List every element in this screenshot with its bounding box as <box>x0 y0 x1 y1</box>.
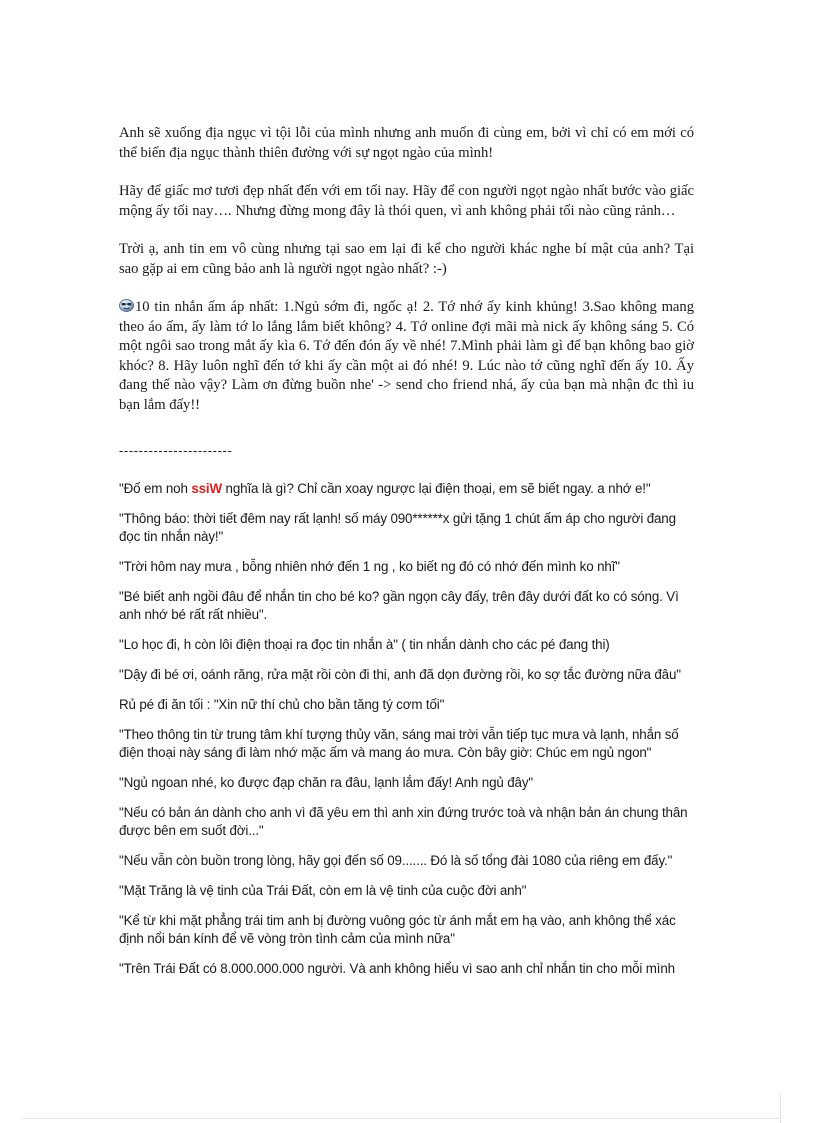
paragraph-2: Hãy để giấc mơ tươi đẹp nhất đến với em tối nay. Hãy để con người ngọt ngào nhất bước vào giấc mộng ấy tối nay…. Nhưng đừng mong đây là thói quen, vì anh không phải tối nào cũng rảnh… <box>119 183 694 219</box>
quote-item: "Bé biết anh ngồi đâu để nhắn tin cho bé ko? gần ngọn cây đấy, trên đây dưới đất ko có sóng. Vì anh nhớ bé rất rất nhiều". <box>119 589 679 622</box>
paragraph-4-text: 10 tin nhắn ấm áp nhất: 1.Ngủ sớm đi, ngốc ạ! 2. Tớ nhớ ấy kinh khủng! 3.Sao không mang theo áo ấm, ấy làm tớ lo lắng lắm biết không? 4. Tớ online đợi mãi mà nick ấy không sáng 5. Có một ngôi sao trong mắt ấy kìa 6. Tớ đến đón ấy về nhé! 7.Mình phải làm gì để bạn không bao giờ khóc? 8. Hãy luôn nghĩ đến tớ khi ấy cần một ai đó nhé! 9. Lúc nào tớ cũng nghĩ đến ấy 10. Ấy đang thế nào vậy? Làm ơn đừng buồn nhe' -> send cho friend nhá, ấy của bạn mà nhận đc thì iu bạn lắm đấy!! <box>119 299 694 413</box>
section-divider: ----------------------- <box>119 443 233 458</box>
paragraph-3: Trời ạ, anh tin em vô cùng nhưng tại sao em lại đi kể cho người khác nghe bí mật của anh? Tại sao gặp ai em cũng bảo anh là người ngọt ngào nhất? :-) <box>119 241 694 277</box>
paragraph-1: Anh sẽ xuống địa ngục vì tội lỗi của mình nhưng anh muốn đi cùng em, bởi vì chỉ có em mới có thể biến địa ngục thành thiên đường với sự ngọt ngào của mình! <box>119 125 694 161</box>
quote-item <box>119 480 694 498</box>
quote-item: "Trời hôm nay mưa , bỗng nhiên nhớ đến 1 ng , ko biết ng đó có nhớ đến mình ko nhĩ" <box>119 559 620 574</box>
quote-text-after: nghĩa là gì? Chỉ cần xoay ngược lại điện thoại, em sẽ biết ngay. a nhớ e!" <box>221 481 651 496</box>
quote-item: "Thông báo: thời tiết đêm nay rất lạnh! số máy 090******x gửi tặng 1 chút ấm áp cho người đang đọc tin nhắn này!" <box>119 511 676 544</box>
document-page <box>119 124 694 990</box>
highlighted-word: ssiW <box>191 481 222 496</box>
quote-item: "Lo học đi, h còn lôi điện thoại ra đọc tin nhắn à" ( tin nhắn dành cho các pé đang thi) <box>119 637 610 652</box>
page-bottom-border <box>22 1118 779 1119</box>
quote-item: "Ngủ ngoan nhé, ko được đạp chăn ra đâu, lạnh lắm đấy! Anh ngủ đây" <box>119 775 534 790</box>
quote-item: "Nếu vẫn còn buồn trong lòng, hãy gọi đến số 09....... Đó là số tổng đài 1080 của riêng em đấy." <box>119 853 673 868</box>
paragraph-4 <box>119 298 694 415</box>
quote-text-before: "Đố em noh <box>119 481 192 496</box>
cool-smiley-icon <box>119 299 134 312</box>
quote-item: "Nếu có bản án dành cho anh vì đã yêu em thì anh xin đứng trước toà và nhận bản án chung thân được bên em suốt đời..." <box>119 805 688 838</box>
quote-item: "Mặt Trăng là vệ tinh của Trái Đất, còn em là vệ tinh của cuộc đời anh" <box>119 883 527 898</box>
quote-item: "Trên Trái Đất có 8.000.000.000 người. Và anh không hiểu vì sao anh chỉ nhắn tin cho mỗi mình <box>119 961 675 976</box>
quote-item: "Theo thông tin từ trung tâm khí tượng thủy văn, sáng mai trời vẫn tiếp tục mưa và lạnh, nhắn số điện thoại này sáng đi làm nhớ mặc ấm và mang áo mưa. Còn bây giờ: Chúc em ngủ ngon" <box>119 727 679 760</box>
quote-item: Rủ pé đi ăn tối : "Xin nữ thí chủ cho bần tăng tý cơm tối" <box>119 697 445 712</box>
quote-item: "Dậy đi bé ơi, oánh răng, rửa mặt rồi còn đi thi, anh đã dọn đường rồi, ko sợ tắc đường nữa đâu" <box>119 667 681 682</box>
page-corner-mark <box>780 1094 781 1123</box>
quote-item: "Kể từ khi mặt phẳng trái tim anh bị đường vuông góc từ ánh mắt em hạ vào, anh không thể xác định nổi bán kính để vẽ vòng tròn tình cảm của mình nữa" <box>119 913 676 946</box>
